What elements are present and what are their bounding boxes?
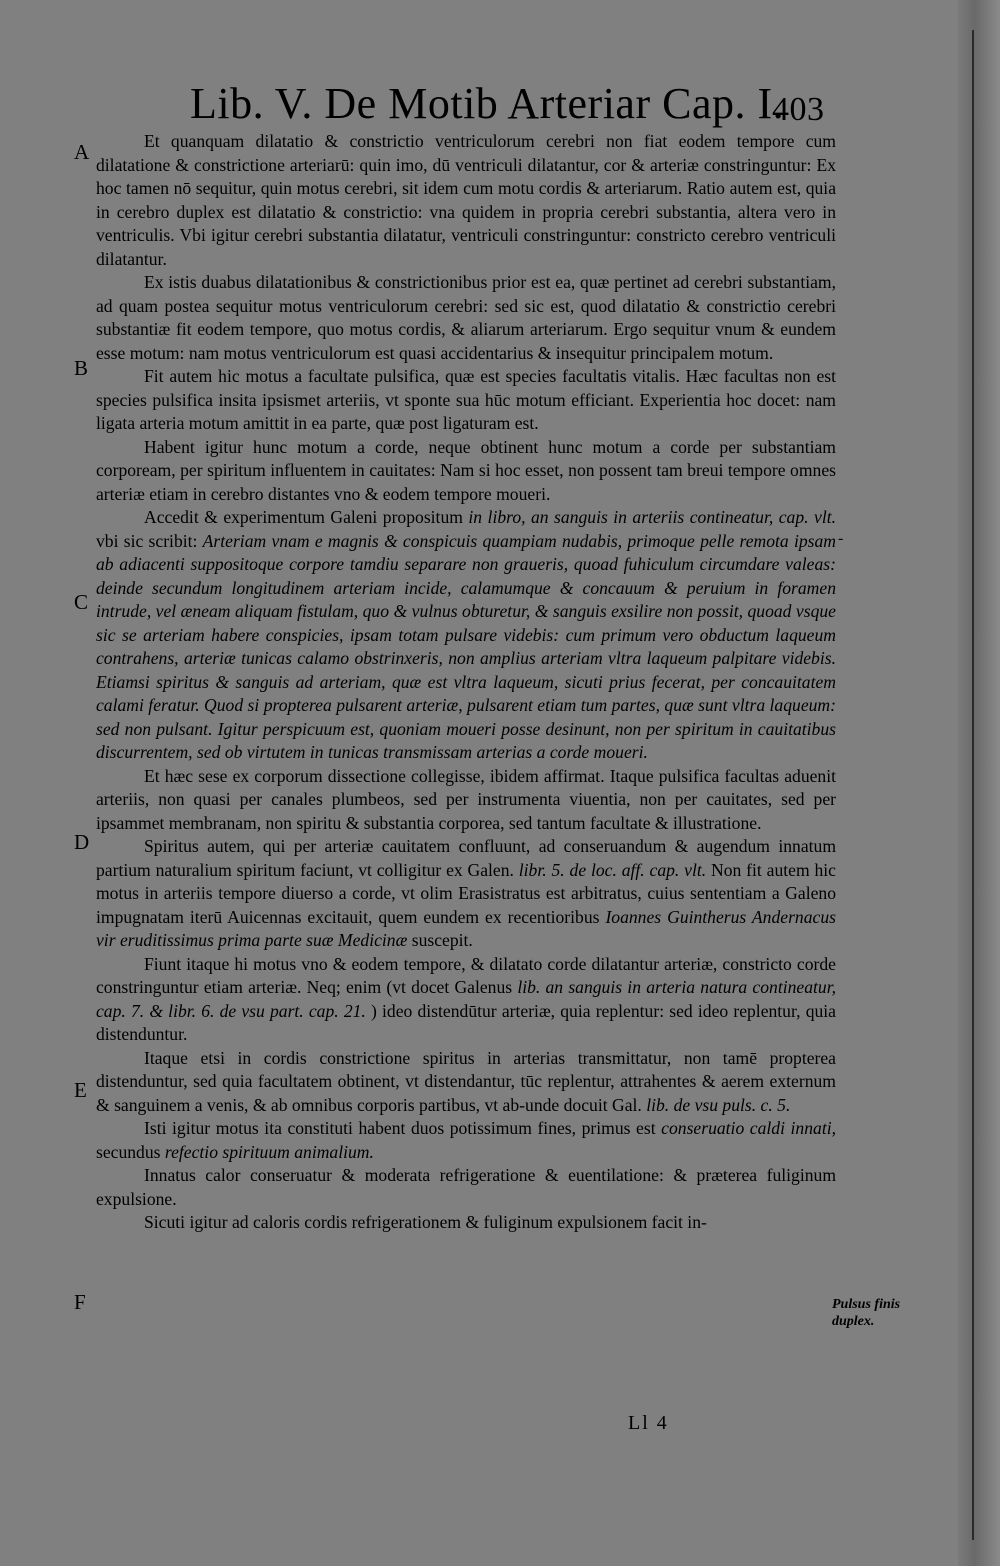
text-run: Isti igitur motus ita constituti habent duos potissimum fines, primus est (144, 1118, 656, 1138)
gutter-edge (972, 30, 974, 1540)
margin-letter-d: D (74, 830, 90, 854)
margin-letter-c: C (74, 590, 89, 614)
paragraph-12: Sicuti igitur ad caloris cordis refrigerationem & fuliginum expulsionem facit in- (144, 1212, 707, 1232)
margin-letter-a: A (74, 140, 90, 164)
paragraph-9 (96, 1047, 836, 1118)
signature-mark: Ll 4 (628, 1412, 669, 1434)
paragraph-7 (96, 835, 836, 953)
margin-letter-f: F (74, 1290, 86, 1314)
paragraph-10 (96, 1117, 836, 1164)
text-run: Itaque etsi in cordis constrictione spiritus in arterias transmittatur, non tamē propterea distenduntur, sed quia facultatem obtinent, vt distendantur, tūc replentur, attrahentes & aerem externum & sanguinem a venis, & ab omnibus corporis partibus, vt ab-unde docuit Gal. (96, 1047, 836, 1115)
margin-letter-b: B (74, 356, 89, 380)
book-gutter (958, 0, 1000, 1566)
margin-note: Pulsus finis duplex. (832, 1297, 901, 1329)
paragraph-6: Et hæc sese ex corporum dissectione collegisse, ibidem affirmat. Itaque pulsifica facultas aduenit arteriis, non quasi per canales plumbeos, sed per instrumenta viuentia, non per cauitates, sed per ipsammet membranam, non spiritu & substantia corporea, sed tantum facultate & illustratione. (96, 765, 836, 833)
text-run: Accedit & experimentum Galeni propositum (144, 507, 463, 527)
text-run: secundus (96, 1141, 161, 1162)
margin-letter-e: E (74, 1078, 87, 1102)
page-title: Lib. V. De Motib Arteriar Cap. I. (190, 79, 785, 128)
paragraph-3: Fit autem hic motus a facultate pulsifica, quæ est species facultatis vitalis. Hæc facultas non est species pulsifica insita ipsismet arteriis, vt sponte sua hūc motum efficiant. Experientia hoc docet: nam ligata arteria motum amittit in ea parte, quæ post ligaturam est. (96, 366, 836, 433)
citation: libr. 5. de loc. aff. cap. vlt. (518, 859, 707, 880)
emphasis: conseruatio caldi innati, (661, 1118, 837, 1138)
galen-quotation: Arteriam vnam e magnis & conspicuis quampiam nudabis, primoque pelle remota ipsam ab adiacenti suppositoque corpore tamdiu separare non graueris, quoad fuhiculum circumdare valeas: deinde secundum longitudinem arteriam incide, calamumque & concauum & peruium in foramen intrude, vel æneam aliquam fistulam, quo & vulnus obturetur, & sanguis exsilire non possit, quoad vsque sic se arteriam habere conspicies, ipsam totam pulsare videbis: cum primum vero obductum laqueum contrahens, arteriæ tunicas calamo obstrinxeris, non amplius arteriam vltra laqueum palpitare videbis. Etiamsi spiritus & sanguis ad arteriam, quæ est vltra laqueum, sicuti prius fecerat, per concauitatem calami feratur. Quod si propterea pulsarent arteriæ, pulsarent etiam tum partes, quæ sunt vltra laqueum: sed non pulsant. Igitur perspicuum est, quoniam moueri posse desinunt, non per spiritum in cauitatibus discurrentem, sed ob virtutem in tunicas transmissam arterias a corde moueri. (96, 530, 836, 762)
citation: lib. de vsu puls. c. 5. (646, 1094, 791, 1115)
body-text (96, 130, 836, 1235)
citation: in libro, an sanguis in arteriis contineatur, cap. vlt. (468, 507, 836, 527)
text-run: Non fit autem hic motus in arteriis tempore diuerso a corde, vt olim Erasistratus est arbitratus, cuius sententiam a Galeno impugnatam iterū Auicennas excitauit, quem eundem ex recentioribus (96, 859, 836, 927)
margin-mark: - (838, 530, 844, 547)
paragraph-11: Innatus calor conseruatur & moderata refrigeratione & euentilatione: & præterea fuliginum expulsione. (96, 1165, 836, 1209)
emphasis: refectio spirituum animalium. (164, 1141, 374, 1162)
paragraph-4: Habent igitur hunc motum a corde, neque obtinent hunc motum a corde per substantiam corpoream, per spiritum influentem in cauitates: Nam si hoc esset, non possent tam breui tempore omnes arteriæ etiam in cerebro distantes vno & eodem tempore moueri. (96, 436, 836, 504)
text-run: Fiunt itaque hi motus vno & eodem tempore, & dilatato corde dilatantur arteriæ, constricto corde constringuntur etiam arteriæ. Neq; enim (vt docet Galenus (96, 953, 836, 997)
paragraph-2: Ex istis duabus dilatationibus & constrictionibus prior est ea, quæ pertinet ad cerebri substantiam, ad quam postea sequitur motus ventriculorum cerebri: sed sic est, quod dilatatio & constrictio cerebri substantiæ fit eodem tempore, quo motus cordis, & aliarum arteriarum. Ergo sequitur vnum & eundem esse motum: nam motus ventriculorum est quasi accidentarius & insequitur principalem motum. (96, 272, 836, 363)
citation: lib. an sanguis in arteria natura contineatur, cap. 7. & libr. 6. de vsu part. cap. 21. (96, 977, 836, 1021)
text-run: ) ideo distendūtur arteriæ, quia replentur: sed ideo replentur, quia distenduntur. (96, 1000, 836, 1044)
paragraph-8 (96, 953, 836, 1047)
running-header (190, 80, 840, 128)
page-number: 403 (772, 91, 825, 128)
paragraph-1: Et quanquam dilatatio & constrictio ventriculorum cerebri non fiat eodem tempore cum dilatatione & constrictione arteriarū: quin imo, dū ventriculi dilatantur, cor & arteriæ constringuntur: Ex hoc tamen nō sequitur, quin motus cerebri, sit idem cum motu cordis & arteriarum. Ratio autem est, quia in cerebro duplex est dilatatio & constrictio: vna quidem in propria cerebri substantia, altera vero in ventriculis. Vbi igitur cerebri substantia dilatatur, ventriculi constringuntur: constricto cerebro ventriculi dilatantur. (96, 131, 836, 269)
text-run: suscepit. (411, 930, 473, 950)
text-run: Spiritus autem, qui per arteriæ cauitatem confluunt, ad conseruandum & augendum innatum partium naturalium spiritum faciunt, vt colligitur ex Galen. (96, 836, 836, 880)
paragraph-5 (96, 506, 836, 765)
text-run: vbi sic scribit: (96, 530, 198, 551)
author-reference: Ioannes Guintherus Andernacus vir eruditissimus prima parte suæ Medicinæ (96, 906, 836, 950)
